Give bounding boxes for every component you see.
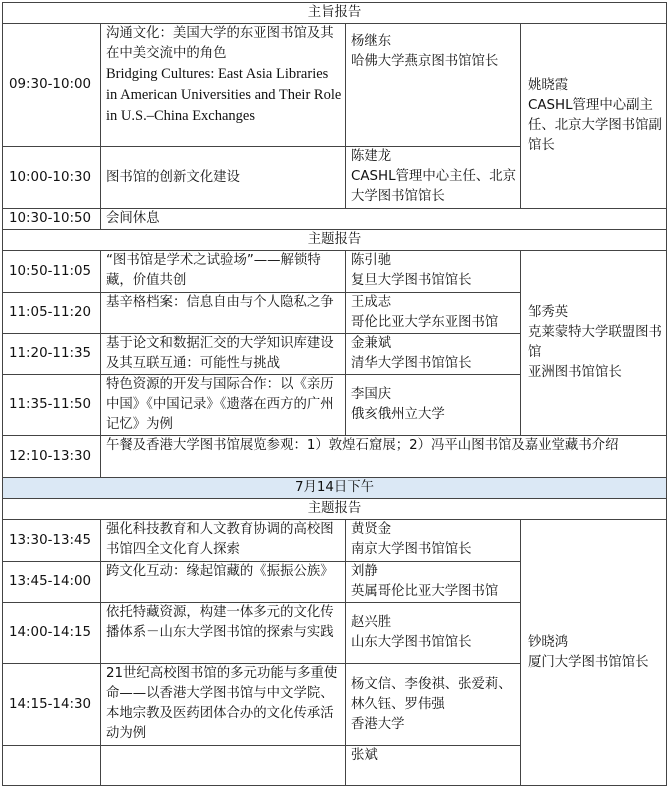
title-cell	[101, 746, 346, 786]
title-cell: 跨文化互动：缘起馆藏的《振振公族》	[101, 562, 346, 603]
break-row	[3, 209, 667, 230]
title-cell: 依托特藏资源，构建一体多元的文化传播体系－山东大学图书馆的探索与实践	[101, 603, 346, 664]
section-header-theme: 主题报告	[3, 230, 667, 251]
title-cell: 特色资源的开发与国际合作：以《亲历中国》《中国记录》《遗落在西方的广州记忆》为例	[101, 375, 346, 436]
title-cell: 图书馆的创新文化建设	[101, 147, 346, 209]
title-chinese: 沟通文化：美国大学的东亚图书馆及其在中美交流中的角色	[106, 26, 334, 61]
time-cell: 11:20-11:35	[3, 334, 101, 375]
title-cell: 强化科技教育和人文教育协调的高校图书馆四全文化育人探索	[101, 520, 346, 562]
lunch-label: 午餐及香港大学图书馆展览参观：1）敦煌石窟展；2）冯平山图书馆及嘉业堂藏书介绍	[101, 436, 667, 478]
moderator-cell: 邹秀英 克莱蒙特大学联盟图书馆 亚洲图书馆馆长	[521, 251, 667, 436]
time-cell: 14:00-14:15	[3, 603, 101, 664]
time-cell: 12:10-13:30	[3, 436, 101, 478]
time-cell	[3, 746, 101, 786]
time-cell: 09:30-10:00	[3, 24, 101, 147]
session-row	[3, 24, 667, 147]
title-cell: 基辛格档案：信息自由与个人隐私之争	[101, 293, 346, 334]
time-cell: 10:00-10:30	[3, 147, 101, 209]
time-cell: 14:15-14:30	[3, 664, 101, 746]
section-header-theme: 主题报告	[3, 499, 667, 520]
time-cell: 10:30-10:50	[3, 209, 101, 230]
speaker-cell: 王成志 哥伦比亚大学东亚图书馆	[346, 293, 521, 334]
title-cell: 基于论文和数据汇交的大学知识库建设及其互联互通：可能性与挑战	[101, 334, 346, 375]
time-cell: 13:30-13:45	[3, 520, 101, 562]
title-english: Bridging Cultures: East Asia Libraries in American Universities and Their Role in U.S.–China Exchanges	[106, 66, 342, 124]
time-cell: 10:50-11:05	[3, 251, 101, 293]
title-cell	[101, 24, 346, 147]
speaker-cell: 陈引驰 复旦大学图书馆馆长	[346, 251, 521, 293]
speaker-cell: 刘静 英属哥伦比亚大学图书馆	[346, 562, 521, 603]
speaker-cell: 金兼斌 清华大学图书馆馆长	[346, 334, 521, 375]
section-header-keynote: 主旨报告	[3, 3, 667, 24]
title-cell: “图书馆是学术之试验场”——解锁特藏，价值共创	[101, 251, 346, 293]
session-row	[3, 520, 667, 562]
session-row	[3, 251, 667, 293]
speaker-cell: 陈建龙 CASHL管理中心主任、北京大学图书馆馆长	[346, 147, 521, 209]
moderator-cell: 钞晓鸿 厦门大学图书馆馆长	[521, 520, 667, 786]
speaker-cell: 黄贤金 南京大学图书馆馆长	[346, 520, 521, 562]
speaker-cell: 杨继东 哈佛大学燕京图书馆馆长	[346, 24, 521, 147]
title-cell: 21世纪高校图书馆的多元功能与多重使命——以香港大学图书馆与中文学院、本地宗教及医药团体合办的文化传承活动为例	[101, 664, 346, 746]
schedule-table	[2, 2, 667, 786]
lunch-row	[3, 436, 667, 478]
time-cell: 11:35-11:50	[3, 375, 101, 436]
speaker-cell: 李国庆 俄亥俄州立大学	[346, 375, 521, 436]
time-cell: 13:45-14:00	[3, 562, 101, 603]
time-cell: 11:05-11:20	[3, 293, 101, 334]
day-header: 7月14日下午	[3, 478, 667, 499]
moderator-cell: 姚晓霞 CASHL管理中心副主任、北京大学图书馆副馆长	[521, 24, 667, 209]
speaker-cell: 张斌	[346, 746, 521, 786]
speaker-cell: 杨文信、李俊祺、张爱莉、林久钰、罗伟强 香港大学	[346, 664, 521, 746]
break-label: 会间休息	[101, 209, 667, 230]
speaker-cell: 赵兴胜 山东大学图书馆馆长	[346, 603, 521, 664]
